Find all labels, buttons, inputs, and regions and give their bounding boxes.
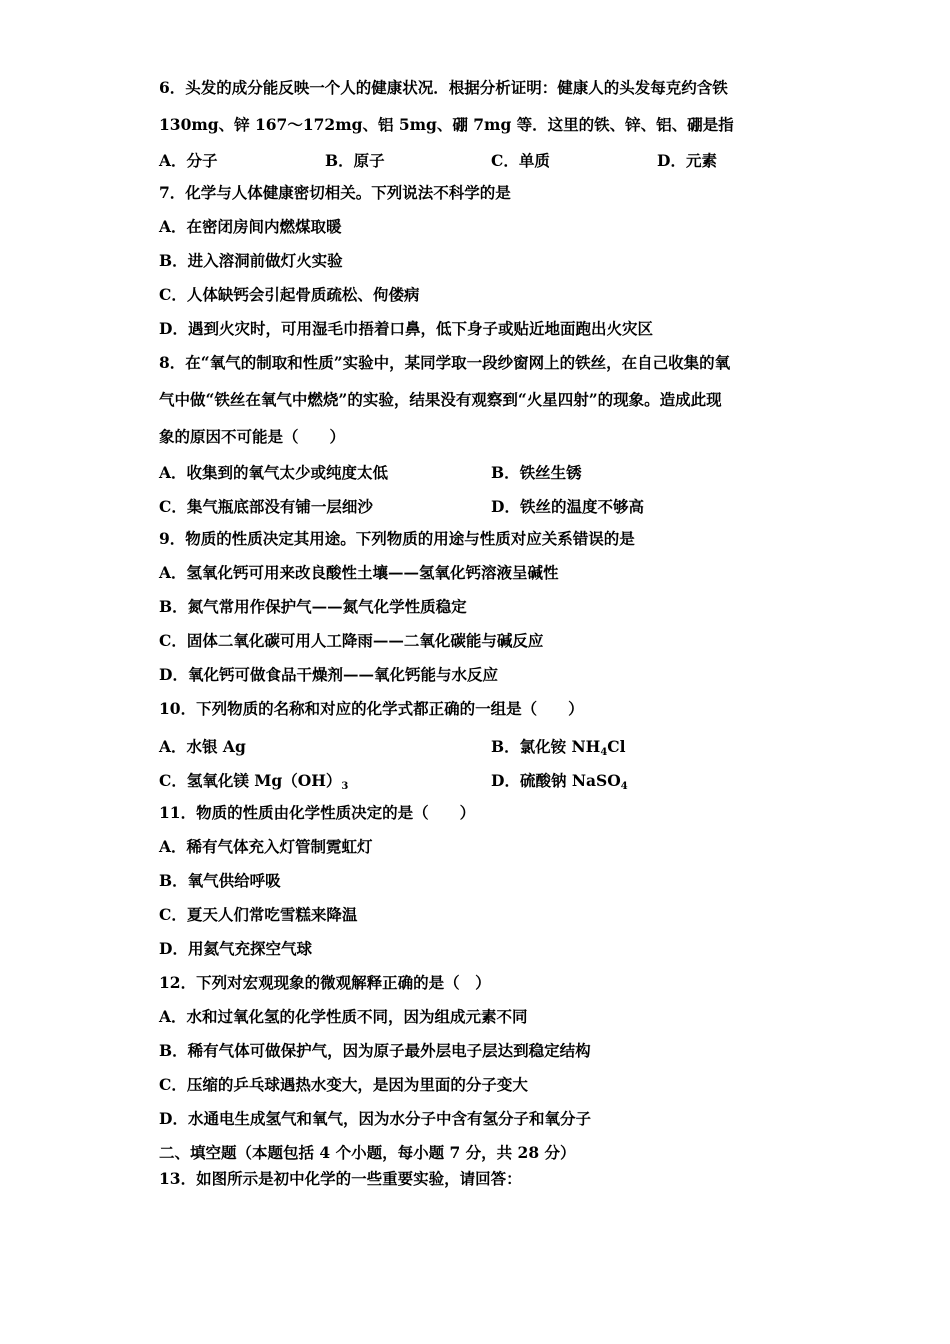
- q9-stem: 9．物质的性质决定其用途。下列物质的用途与性质对应关系错误的是: [159, 529, 635, 548]
- q11-option-c: C．夏天人们常吃雪糕来降温: [159, 905, 358, 924]
- q10-option-b-text: B．氯化铵 NH: [491, 737, 601, 756]
- q8-option-c: C．集气瓶底部没有铺一层细沙: [159, 497, 373, 516]
- q6-stem-line-2: 130mg、锌 167～172mg、铝 5mg、硼 7mg 等．这里的铁、锌、铝、硼是指: [159, 115, 734, 134]
- q7-option-d: D．遇到火灾时，可用湿毛巾捂着口鼻，低下身子或贴近地面跑出火灾区: [159, 319, 653, 338]
- q10-option-d: [491, 769, 628, 791]
- q8-stem-line-1: 8．在“氧气的制取和性质”实验中，某同学取一段纱窗网上的铁丝，在自己收集的氧: [159, 353, 731, 372]
- q11-stem: 11．物质的性质由化学性质决定的是（ ）: [159, 803, 476, 822]
- q11-option-d: D．用氦气充探空气球: [159, 939, 312, 958]
- q10-option-b-subscript: 4: [600, 747, 608, 758]
- q10-option-c: [159, 769, 348, 791]
- q10-option-c-subscript: 3: [341, 781, 349, 792]
- section-heading: 二、填空题（本题包括 4 个小题，每小题 7 分，共 28 分）: [159, 1143, 576, 1162]
- q10-option-c-text: C．氢氧化镁 Mg（OH）: [159, 771, 342, 790]
- q11-option-b: B．氧气供给呼吸: [159, 871, 281, 890]
- q8-option-b: B．铁丝生锈: [491, 463, 582, 482]
- q10-stem: 10．下列物质的名称和对应的化学式都正确的一组是（ ）: [159, 699, 584, 718]
- q9-option-a: A．氢氧化钙可用来改良酸性土壤——氢氧化钙溶液呈碱性: [159, 563, 559, 582]
- q10-option-d-subscript: 4: [620, 781, 628, 792]
- q12-option-d: D．水通电生成氢气和氧气，因为水分子中含有氢分子和氧分子: [159, 1109, 591, 1128]
- q10-option-b-tail: Cl: [607, 737, 626, 756]
- q12-option-b: B．稀有气体可做保护气，因为原子最外层电子层达到稳定结构: [159, 1041, 591, 1060]
- q13-stem: 13．如图所示是初中化学的一些重要实验，请回答：: [159, 1169, 522, 1188]
- q12-option-a: A．水和过氧化氢的化学性质不同，因为组成元素不同: [159, 1007, 528, 1026]
- q7-option-b: B．进入溶洞前做灯火实验: [159, 251, 343, 270]
- q6-option-b: B．原子: [325, 151, 385, 170]
- q8-option-a: A．收集到的氧气太少或纯度太低: [159, 463, 389, 482]
- q6-option-c: C．单质: [491, 151, 550, 170]
- q8-stem-line-2: 气中做“铁丝在氧气中燃烧”的实验，结果没有观察到“火星四射”的现象。造成此现: [159, 390, 722, 409]
- q12-option-c: C．压缩的乒乓球遇热水变大，是因为里面的分子变大: [159, 1075, 528, 1094]
- q9-option-c: C．固体二氧化碳可用人工降雨——二氧化碳能与碱反应: [159, 631, 544, 650]
- q8-option-d: D．铁丝的温度不够高: [491, 497, 644, 516]
- q7-option-a: A．在密闭房间内燃煤取暖: [159, 217, 342, 236]
- q9-option-d: D．氧化钙可做食品干燥剂——氧化钙能与水反应: [159, 665, 498, 684]
- q6-option-a: A．分子: [159, 151, 218, 170]
- q7-stem: 7．化学与人体健康密切相关。下列说法不科学的是: [159, 183, 511, 202]
- q8-stem-line-3: 象的原因不可能是（ ）: [159, 427, 346, 446]
- q6-stem-line-1: 6．头发的成分能反映一个人的健康状况．根据分析证明：健康人的头发每克约含铁: [159, 78, 728, 97]
- q12-stem: 12．下列对宏观现象的微观解释正确的是（ ）: [159, 973, 491, 992]
- q6-option-d: D．元素: [657, 151, 717, 170]
- q10-option-a: A．水银 Ag: [159, 737, 246, 756]
- q9-option-b: B．氮气常用作保护气——氮气化学性质稳定: [159, 597, 467, 616]
- q10-option-b: [491, 735, 626, 757]
- q11-option-a: A．稀有气体充入灯管制霓虹灯: [159, 837, 373, 856]
- q10-option-d-text: D．硫酸钠 NaSO: [491, 771, 621, 790]
- q7-option-c: C．人体缺钙会引起骨质疏松、佝偻病: [159, 285, 420, 304]
